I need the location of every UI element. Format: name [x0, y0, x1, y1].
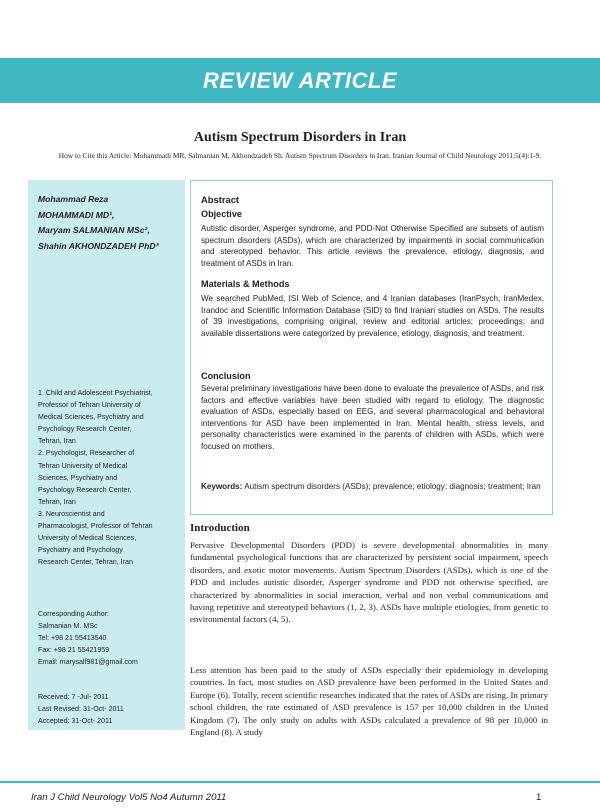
author-line: MOHAMMADI MD¹,	[38, 209, 115, 220]
introduction-paragraph: Pervasive Developmental Disorders (PDD) is severe developmental abnormalities in many fundamental psychological functions that are characterized by persistent social impairment, speech disorders, and exotic motor movements. Autism Spectrum Disorders (ASDs), which is one of the PDD and includes autistic disorder, Asperger syndrome and PDD not otherwise specified, are characterized by abnormalities in social interaction, verbal and non verbal communications and having repetitive and stereotyped behaviors (1, 2, 3). ASDs have multiple etiologies, from genetic to environmental factors (4, 5).	[190, 540, 548, 625]
affiliation-line: Psychiatry and Psychology	[38, 546, 123, 555]
author-sidebar	[28, 180, 185, 730]
revised-date: Last Revised: 31-Oct- 2011	[38, 705, 124, 714]
conclusion-heading: Conclusion	[201, 371, 251, 381]
accepted-date: Accepted: 31-Oct- 2011	[38, 717, 113, 726]
keywords-text: Autism spectrum disorders (ASDs); prevalence; etiology; diagnosis; treatment; Iran	[244, 482, 541, 491]
article-title: Autism Spectrum Disorders in Iran	[193, 130, 407, 145]
affiliation-line: 2. Psychologist, Researcher of	[38, 449, 135, 458]
abstract-box	[190, 180, 553, 515]
affiliation-line: University of Medical Sciences,	[38, 534, 137, 543]
corresponding-author	[38, 608, 183, 668]
corresponding-fax: Fax: +98 21 55421959	[38, 646, 110, 655]
methods-text: We searched PubMed, ISI Web of Science, and 4 Iranian databases (IranPsych, IranMedex, Irandoc and Scientific Information Database (SID) to find Iranian studies on ASDs. The results of 39 investigations, comprising original, review and editorial articles; proceedings; and available dissertations were categorized by prevalence, etiology, diagnosis, and treatment.	[201, 294, 544, 338]
footer-journal: Iran J Child Neurology Vol5 No4 Autumn 2011	[31, 792, 227, 803]
introduction-paragraph: Less attention has been paid to the study of ASDs especially their epidemiology in developing countries. In fact, most studies on ASD prevalence have been performed in the United States and Europe (6). Totally, recent scientific researches indicated that the rates of ASDs are rising. In primary school children, the rate estimated of ASD prevalence is 157 per 10,000 children in the United Kingdom (7). The only study on adults with ASDs calculated a prevalence of 98 per 10,000 in England (8). A study	[190, 665, 548, 738]
affiliation-line: Tehran, Iran	[38, 437, 76, 446]
methods-heading: Materials & Methods	[201, 279, 290, 289]
objective-heading: Objective	[201, 209, 242, 219]
author-line: Mohammad Reza	[38, 194, 109, 204]
received-date: Received: 7 -Jul- 2011	[38, 693, 109, 701]
objective-text: Autistic disorder, Asperger syndrome, and PDD-Not Otherwise Specified are subsets of autism spectrum disorders (ASDs), which are characterized by impairments in social communication and stereotyped behavior. This article reviews the prevalence, etiology, diagnosis, and treatment of ASDs in Iran.	[201, 224, 544, 268]
conclusion-text: Several preliminary investigations have been done to evaluate the prevalence of ASDs, and risk factors and effective variables have been studied with regard to etiology. The diagnostic evaluation of ASDs, especially based on EEG, and several pharmacological and behavioral interventions for ASD have been implemented in Iran. Mental health, stress levels, and personality characteristics were examined in the parents of children with ASDs, which were focused on mothers.	[201, 384, 544, 451]
corresponding-name: Salmanian M. MSc	[38, 622, 98, 631]
affiliation-line: Medical Sciences, Psychiatry and	[38, 413, 144, 422]
citation-line: How to Cite this Article: Mohammadi MR, Salmanian M, Akhondzadeh Sh. Autism Spectrum Disorders in Iran. Iranian Journal of Child Neurology 2011;5(4):1-9.	[58, 151, 542, 160]
affiliation-line: 1. Child and Adolescent Psychiatrist,	[38, 389, 153, 397]
affiliation-line: 3. Neuroscientist and	[38, 509, 105, 518]
keywords-label: Keywords:	[201, 482, 243, 491]
keywords	[201, 481, 544, 493]
corresponding-email: Email: marysalf981@gmail.com	[38, 658, 138, 667]
corresponding-tel: Tel: +98 21 55413540	[38, 634, 107, 643]
affiliation-line: Research Center, Tehran, Iran	[38, 558, 133, 567]
author-list	[38, 192, 183, 254]
affiliation-line: Professor of Tehran University of	[38, 401, 141, 410]
corresponding-label: Corresponding Author:	[38, 610, 109, 618]
banner-title: REVIEW ARTICLE	[202, 68, 397, 93]
affiliation-line: Pharmacologist, Professor of Tehran	[38, 522, 153, 531]
affiliations	[38, 387, 183, 568]
affiliation-line: Sciences, Psychiatry and	[38, 473, 118, 482]
footer-rule	[0, 781, 600, 783]
page-number: 1	[536, 792, 542, 803]
article-dates	[38, 691, 183, 727]
abstract-heading: Abstract	[201, 194, 240, 205]
affiliation-line: Psychology Research Center,	[38, 485, 132, 494]
author-line: Shahin AKHONDZADEH PhD³	[38, 240, 159, 251]
introduction-heading: Introduction	[190, 522, 250, 534]
section-banner	[0, 58, 600, 103]
affiliation-line: Tehran University of Medical	[38, 461, 128, 470]
author-line: Maryam SALMANIAN MSc²,	[38, 225, 150, 235]
affiliation-line: Psychology Research Center,	[38, 425, 132, 434]
affiliation-line: Tehran, Iran	[38, 497, 76, 506]
